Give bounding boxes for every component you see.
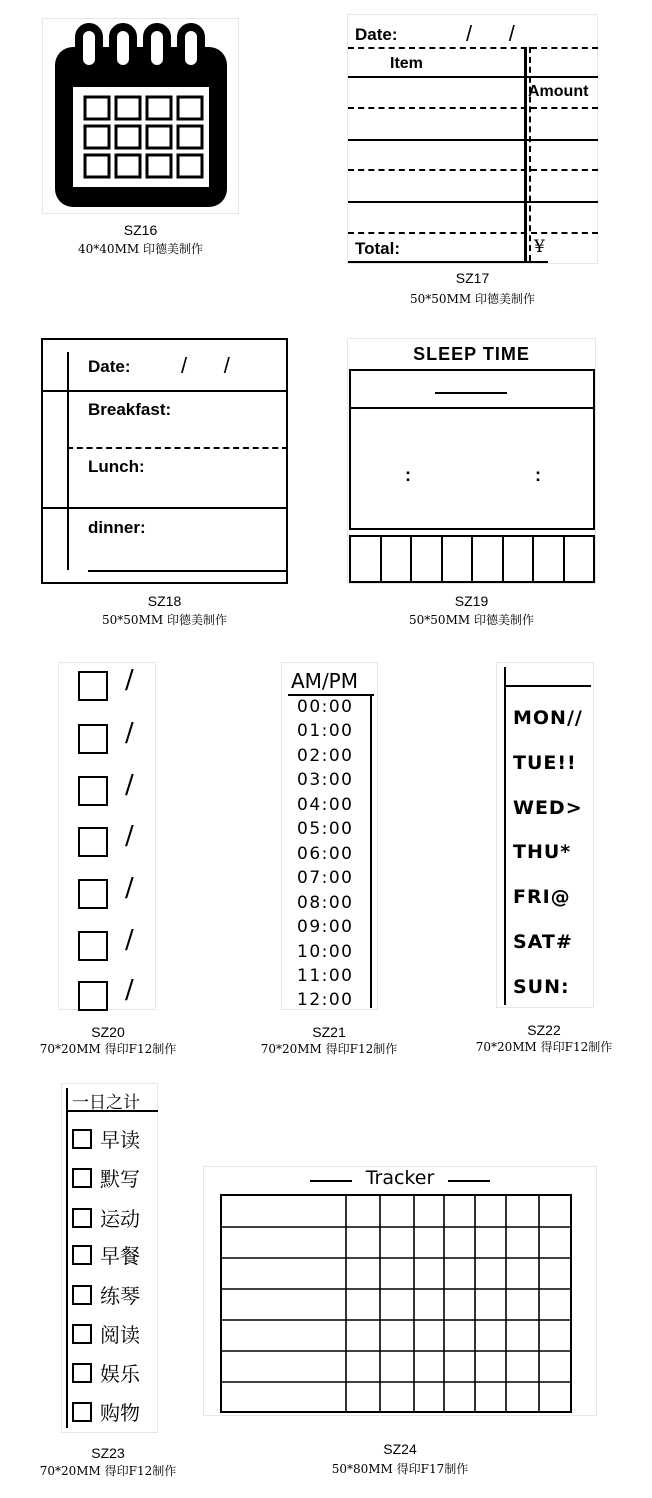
stamp-code: SZ17 [455, 270, 490, 286]
todo-item [72, 1163, 140, 1192]
time-label: 06:00 [297, 844, 354, 864]
stamp-spec: 70*20MM 得印F12制作 [475, 1040, 613, 1054]
divider [43, 507, 288, 509]
stamp-code: SZ21 [312, 1024, 346, 1040]
time-label: 08:00 [297, 893, 354, 913]
checkbox [72, 1402, 92, 1422]
title-rule-left [310, 1180, 352, 1182]
divider [67, 447, 288, 449]
stamp-sz19-card [347, 338, 596, 584]
divider [348, 139, 598, 141]
stamp-sz23-card [61, 1083, 158, 1433]
todo-label: 默写 [100, 1167, 140, 1191]
slash: / [125, 873, 134, 903]
divider [348, 107, 598, 109]
checkbox [78, 827, 108, 857]
stamp-spec: 40*40MM 印德美制作 [78, 242, 203, 256]
todo-label: 购物 [100, 1401, 140, 1425]
slash: / [125, 925, 134, 955]
time-label: 03:00 [297, 770, 354, 790]
todo-label: 娱乐 [100, 1362, 140, 1386]
column-divider [529, 47, 531, 261]
checkbox [72, 1324, 92, 1344]
divider [348, 261, 548, 263]
divider [348, 76, 598, 78]
colon: : [535, 465, 541, 485]
checkbox [72, 1208, 92, 1228]
divider [43, 390, 288, 392]
stamp-spec: 70*20MM 得印F12制作 [39, 1464, 177, 1478]
divider [348, 232, 598, 234]
time-label: 05:00 [297, 819, 354, 839]
time-label: 04:00 [297, 795, 354, 815]
vertical-line [66, 1088, 68, 1428]
checkbox [78, 931, 108, 961]
divider [351, 407, 593, 409]
calendar-icon [43, 19, 238, 213]
todo-label: 早餐 [100, 1244, 140, 1268]
checkbox [72, 1129, 92, 1149]
todo-item [72, 1319, 140, 1348]
slash: / [125, 718, 134, 748]
time-label: 09:00 [297, 917, 354, 937]
checkbox [72, 1168, 92, 1188]
stamp-sz18-card [41, 338, 288, 584]
header-line [504, 685, 591, 687]
date-slashes: / / [181, 353, 230, 378]
stamp-spec: 50*80MM 得印F17制作 [331, 1462, 469, 1476]
slash: / [125, 975, 134, 1005]
hour-strip [349, 535, 595, 583]
date-label: Date: [355, 25, 398, 44]
vertical-line [504, 667, 506, 1005]
ampm-header: AM/PM [291, 669, 358, 693]
sleep-box [349, 369, 595, 530]
stamp-sz16-card [42, 18, 239, 214]
stamp-sz21-card [281, 662, 378, 1010]
breakfast-label: Breakfast: [88, 400, 172, 419]
checkbox [78, 671, 108, 701]
header-underline [288, 694, 374, 696]
stamp-sz17-card [347, 14, 598, 264]
time-label: 07:00 [297, 868, 354, 888]
stamp-code: SZ18 [147, 593, 182, 609]
stamp-sz22-card [496, 662, 594, 1008]
todo-item [72, 1397, 140, 1426]
short-line [435, 392, 507, 394]
todo-label: 练琴 [100, 1284, 140, 1308]
weekday-label: SAT# [513, 931, 573, 953]
todo-item [72, 1240, 140, 1269]
amount-label: Amount [528, 83, 589, 100]
todo-item [72, 1203, 140, 1232]
stamp-sz24-card [203, 1166, 597, 1416]
todo-label: 阅读 [100, 1323, 140, 1347]
margin-line [67, 352, 69, 570]
stamp-spec: 50*50MM 印德美制作 [102, 613, 227, 627]
item-label: Item [390, 55, 423, 72]
divider [348, 169, 598, 171]
checkbox [78, 776, 108, 806]
weekday-label: MON// [513, 707, 583, 729]
tracker-grid [220, 1194, 572, 1413]
stamp-spec: 50*50MM 印德美制作 [410, 292, 535, 306]
weekday-label: FRI@ [513, 886, 571, 908]
time-label: 02:00 [297, 746, 354, 766]
colon: : [405, 465, 411, 485]
time-label: 00:00 [297, 697, 354, 717]
stamp-code: SZ16 [123, 222, 158, 238]
sleep-title: SLEEP TIME [413, 344, 530, 364]
divider [348, 201, 598, 203]
time-column-line [370, 694, 372, 1008]
checkbox [72, 1245, 92, 1265]
weekday-label: TUE!! [513, 752, 577, 774]
stamp-spec: 70*20MM 得印F12制作 [39, 1042, 177, 1056]
plan-title: 一日之计 [72, 1093, 140, 1113]
checkbox [78, 981, 108, 1011]
checkbox [72, 1363, 92, 1383]
total-label: Total: [355, 239, 401, 258]
time-label: 10:00 [297, 942, 354, 962]
currency-symbol: ¥ [534, 237, 545, 257]
stamp-code: SZ19 [454, 593, 489, 609]
todo-label: 运动 [100, 1207, 140, 1231]
divider [88, 570, 288, 572]
weekday-label: SUN: [513, 976, 570, 998]
slash: / [125, 821, 134, 851]
todo-label: 早读 [100, 1128, 140, 1152]
stamp-code: SZ24 [383, 1441, 417, 1457]
slash: / [125, 665, 134, 695]
stamp-code: SZ20 [91, 1024, 125, 1040]
dinner-label: dinner: [88, 518, 146, 537]
checkbox [72, 1285, 92, 1305]
divider [348, 47, 598, 49]
stamp-spec: 70*20MM 得印F12制作 [260, 1042, 398, 1056]
slash: / [125, 770, 134, 800]
time-label: 01:00 [297, 721, 354, 741]
stamp-code: SZ22 [527, 1022, 561, 1038]
title-underline [66, 1110, 158, 1112]
checkbox [78, 724, 108, 754]
todo-item [72, 1124, 140, 1153]
date-slashes: / / [466, 21, 515, 46]
tracker-title: Tracker [365, 1167, 435, 1189]
weekday-label: WED> [513, 797, 583, 819]
time-label: 12:00 [297, 990, 354, 1010]
stamp-spec: 50*50MM 印德美制作 [409, 613, 534, 627]
todo-item [72, 1280, 140, 1309]
todo-item [72, 1358, 140, 1387]
date-label: Date: [88, 357, 131, 376]
title-rule-right [448, 1180, 490, 1182]
stamp-code: SZ23 [91, 1445, 125, 1461]
stamp-sz20-card [58, 662, 156, 1010]
column-divider [524, 47, 527, 261]
time-label: 11:00 [297, 966, 354, 986]
weekday-label: THU* [513, 841, 572, 863]
checkbox [78, 879, 108, 909]
lunch-label: Lunch: [88, 457, 145, 476]
